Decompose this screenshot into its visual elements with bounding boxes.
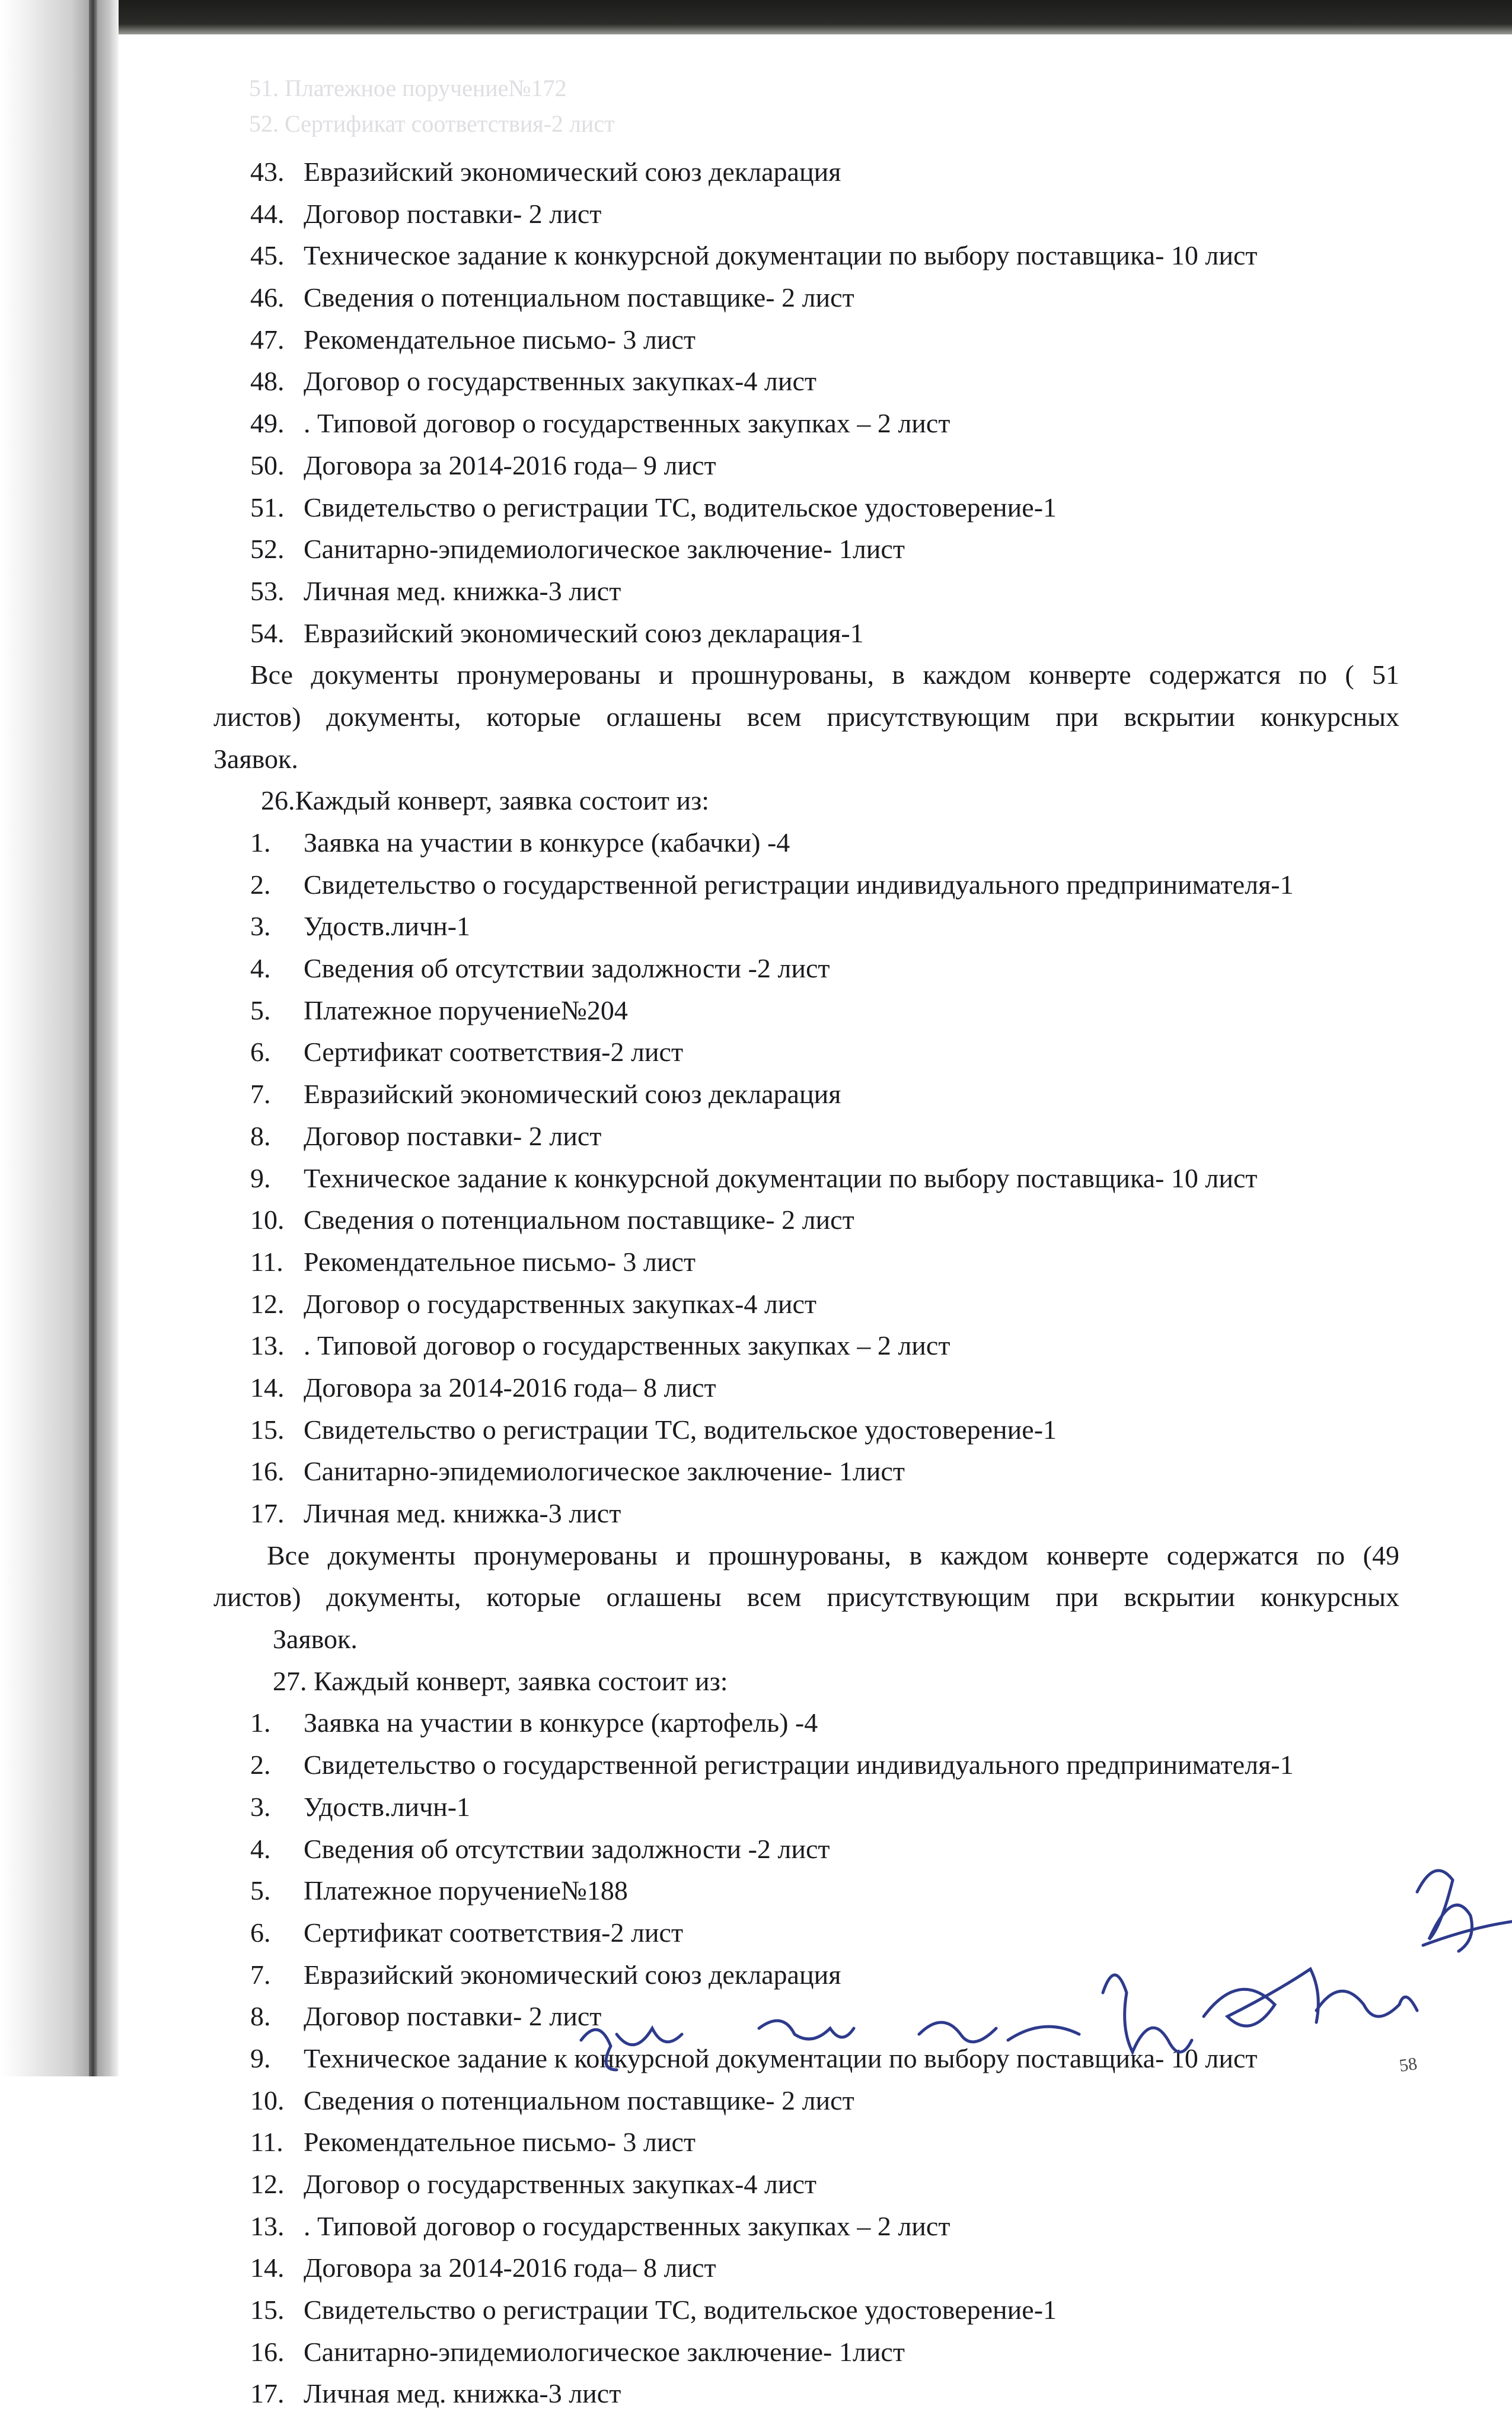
list-item — [213, 1073, 1399, 1116]
list-item-number: 51. — [250, 492, 285, 522]
list-item-number: 4. — [250, 1833, 271, 1864]
list-item-number: 47. — [250, 324, 285, 355]
list-item-text: Свидетельство о регистрации ТС, водительское удостоверение-1 — [304, 492, 1057, 522]
list-item-number: 14. — [250, 1372, 285, 1403]
list-item-number: 46. — [250, 282, 285, 313]
list-item — [213, 2121, 1399, 2164]
list-item-number: 44. — [250, 198, 285, 229]
list-item — [213, 906, 1399, 948]
list-item-number: 7. — [250, 1079, 271, 1110]
list-item-number: 12. — [250, 2169, 285, 2199]
list-item-number: 52. — [250, 534, 285, 565]
list-item — [213, 2038, 1399, 2080]
list-item-number: 43. — [250, 157, 285, 187]
list-item-number: 17. — [250, 2378, 285, 2409]
list-item — [213, 403, 1399, 445]
list-item-text: Сведения о потенциальном поставщике- 2 лист — [304, 2085, 854, 2115]
list-item-number: 16. — [250, 1456, 285, 1487]
list-item — [213, 235, 1399, 277]
list-item — [213, 193, 1399, 235]
list-block-3 — [213, 1702, 1399, 2415]
list-item-number: 2. — [250, 869, 271, 900]
list-item — [213, 2080, 1399, 2122]
list-item — [213, 864, 1399, 906]
list-item — [213, 1409, 1399, 1451]
list-item-text: Удоств.личн-1 — [304, 911, 471, 942]
bleed-through-line: 52. Сертификат соответствия-2 лист — [249, 110, 615, 137]
list-item — [213, 2331, 1399, 2373]
summary-paragraph-1 — [213, 654, 1399, 780]
list-item-text: . Типовой договор о государственных закупках – 2 лист — [304, 1330, 950, 1361]
list-item-number: 4. — [250, 953, 271, 984]
list-item-text: Техническое задание к конкурсной документации по выбору поставщика- 10 лист — [304, 240, 1258, 271]
list-item-text: Платежное поручение№204 — [304, 995, 628, 1025]
list-item-text: Техническое задание к конкурсной документации по выбору поставщика- 10 лист — [304, 1162, 1258, 1193]
list-item — [213, 319, 1399, 361]
list-item — [213, 2164, 1399, 2206]
list-item — [213, 1702, 1399, 1744]
list-item — [213, 1199, 1399, 1241]
list-item-number: 15. — [250, 1414, 285, 1445]
list-item — [213, 361, 1399, 403]
list-item-text: Сертификат соответствия-2 лист — [304, 1037, 684, 1068]
list-item-text: Свидетельство о регистрации ТС, водительское удостоверение-1 — [304, 1414, 1057, 1445]
list-item — [213, 277, 1399, 319]
list-item — [213, 1451, 1399, 1493]
list-item — [213, 1116, 1399, 1158]
list-item-text: Личная мед. книжка-3 лист — [304, 2378, 621, 2409]
binding-edge — [89, 0, 97, 2076]
list-item-text: Рекомендательное письмо- 3 лист — [304, 1246, 696, 1277]
list-item-number: 10. — [250, 2085, 285, 2115]
list-item-number: 3. — [250, 911, 271, 942]
list-item-text: Санитарно-эпидемиологическое заключение- 1лист — [304, 2336, 905, 2367]
list-item — [213, 1158, 1399, 1200]
section-heading-27: 27. Каждый конверт, заявка состоит из: — [273, 1665, 728, 1696]
list-item — [213, 1828, 1399, 1871]
list-item — [213, 487, 1399, 529]
list-item-number: 49. — [250, 408, 285, 439]
list-item-text: Удоств.личн-1 — [304, 1791, 471, 1822]
list-item — [213, 2206, 1399, 2248]
list-item — [213, 571, 1399, 613]
list-item-text: Договора за 2014-2016 года– 9 лист — [304, 450, 716, 480]
list-item — [213, 2289, 1399, 2331]
list-item-number: 14. — [250, 2252, 285, 2283]
list-item-text: Рекомендательное письмо- 3 лист — [304, 2127, 696, 2158]
binding-shadow — [0, 0, 119, 2076]
list-item-text: Договор о государственных закупках-4 лист — [304, 366, 817, 397]
list-item-text: Сведения о потенциальном поставщике- 2 лист — [304, 282, 854, 313]
list-item — [213, 1367, 1399, 1409]
list-item-number: 9. — [250, 2043, 271, 2073]
list-item-text: Свидетельство о государственной регистрации индивидуального предпринимателя-1 — [304, 869, 1294, 900]
summary-paragraph-2 — [213, 1535, 1399, 1661]
list-block-2 — [213, 822, 1399, 1535]
list-item — [213, 990, 1399, 1032]
list-item-text: Рекомендательное письмо- 3 лист — [304, 324, 696, 355]
list-item — [213, 1954, 1399, 1996]
list-item-text: Свидетельство о государственной регистрации индивидуального предпринимателя-1 — [304, 1750, 1294, 1780]
list-item — [213, 1241, 1399, 1283]
list-item-text: Договора за 2014-2016 года– 8 лист — [304, 2252, 716, 2283]
paragraph-line: Заявок. — [273, 1624, 358, 1655]
paragraph-line: Все документы пронумерованы и прошнурованы, в каждом конверте содержатся по ( 51 — [250, 659, 1399, 690]
list-item — [213, 1493, 1399, 1535]
list-item-text: Свидетельство о регистрации ТС, водительское удостоверение-1 — [304, 2295, 1057, 2325]
page-number: 58 — [1398, 2054, 1419, 2076]
list-item — [213, 1912, 1399, 1954]
list-item-text: Сведения о потенциальном поставщике- 2 лист — [304, 1205, 854, 1235]
list-item-text: Сертификат соответствия-2 лист — [304, 1917, 684, 1948]
list-item-text: Сведения об отсутствии задолжности -2 лист — [304, 1833, 830, 1864]
list-item-text: Договор поставки- 2 лист — [304, 1120, 602, 1151]
list-item-text: Евразийский экономический союз декларация-1 — [304, 617, 864, 648]
list-item-number: 6. — [250, 1917, 271, 1948]
list-item-number: 1. — [250, 1707, 271, 1738]
list-item-text: Евразийский экономический союз декларация — [304, 157, 841, 187]
list-item-number: 50. — [250, 450, 285, 480]
list-item-number: 54. — [250, 617, 285, 648]
list-item-text: Платежное поручение№188 — [304, 1875, 628, 1906]
paragraph-line: листов) документы, которые оглашены всем присутствующим при вскрытии конкурсных — [213, 1582, 1399, 1613]
list-item — [213, 613, 1399, 655]
list-item-number: 11. — [250, 2127, 283, 2158]
list-item-text: Договора за 2014-2016 года– 8 лист — [304, 1372, 716, 1403]
paragraph-line: Заявок. — [213, 743, 298, 774]
list-item — [213, 2247, 1399, 2289]
list-item-number: 2. — [250, 1750, 271, 1780]
list-item-text: Санитарно-эпидемиологическое заключение- 1лист — [304, 534, 905, 565]
list-block-1 — [213, 151, 1399, 654]
list-item-number: 11. — [250, 1246, 283, 1277]
list-item-number: 10. — [250, 1205, 285, 1235]
list-item — [213, 1325, 1399, 1367]
list-item-number: 8. — [250, 2001, 271, 2032]
list-item — [213, 528, 1399, 571]
list-item-text: Евразийский экономический союз декларация — [304, 1959, 841, 1990]
list-item-number: 3. — [250, 1791, 271, 1822]
list-item-number: 15. — [250, 2295, 285, 2325]
list-item — [213, 1996, 1399, 2038]
list-item-text: Сведения об отсутствии задолжности -2 лист — [304, 953, 830, 984]
list-item-number: 12. — [250, 1288, 285, 1319]
list-item-text: Заявка на участии в конкурсе (картофель) -4 — [304, 1707, 818, 1738]
scan-top-edge — [0, 0, 1512, 34]
list-item — [213, 445, 1399, 487]
list-item-text: Заявка на участии в конкурсе (кабачки) -4 — [304, 827, 790, 858]
list-item-number: 16. — [250, 2336, 285, 2367]
list-item — [213, 1031, 1399, 1073]
section-heading-26: 26.Каждый конверт, заявка состоит из: — [261, 785, 710, 816]
list-item — [213, 1283, 1399, 1326]
list-item — [213, 1786, 1399, 1828]
list-item-number: 17. — [250, 1498, 285, 1528]
list-item-number: 13. — [250, 2210, 285, 2241]
list-item-number: 5. — [250, 1875, 271, 1906]
list-item — [213, 1870, 1399, 1912]
list-item-text: Техническое задание к конкурсной документации по выбору поставщика- 10 лист — [304, 2043, 1258, 2073]
list-item-text: . Типовой договор о государственных закупках – 2 лист — [304, 408, 950, 439]
list-item-number: 7. — [250, 1959, 271, 1990]
list-item — [213, 948, 1399, 990]
document-body — [213, 151, 1399, 2415]
paragraph-line: листов) документы, которые оглашены всем присутствующим при вскрытии конкурсных — [213, 701, 1399, 732]
list-item-number: 8. — [250, 1120, 271, 1151]
list-item-text: Договор поставки- 2 лист — [304, 198, 602, 229]
list-item-number: 45. — [250, 240, 285, 271]
list-item-number: 1. — [250, 827, 271, 858]
list-item-number: 53. — [250, 575, 285, 606]
list-item-text: Договор о государственных закупках-4 лист — [304, 1288, 817, 1319]
bleed-through-line: 51. Платежное поручение№172 — [249, 75, 567, 101]
list-item — [213, 2373, 1399, 2415]
list-item-text: Личная мед. книжка-3 лист — [304, 1498, 621, 1528]
list-item-text: Личная мед. книжка-3 лист — [304, 575, 621, 606]
list-item-text: . Типовой договор о государственных закупках – 2 лист — [304, 2210, 950, 2241]
list-item-number: 13. — [250, 1330, 285, 1361]
list-item-text: Договор поставки- 2 лист — [304, 2001, 602, 2032]
list-item — [213, 151, 1399, 193]
list-item-number: 48. — [250, 366, 285, 397]
paragraph-line: Все документы пронумерованы и прошнурованы, в каждом конверте содержатся по (49 — [267, 1540, 1399, 1570]
list-item-text: Евразийский экономический союз декларация — [304, 1079, 841, 1110]
list-item — [213, 822, 1399, 864]
list-item-number: 5. — [250, 995, 271, 1025]
list-item-text: Санитарно-эпидемиологическое заключение- 1лист — [304, 1456, 905, 1487]
list-item-number: 9. — [250, 1162, 271, 1193]
list-item-number: 6. — [250, 1037, 271, 1068]
list-item — [213, 1744, 1399, 1786]
list-item-text: Договор о государственных закупках-4 лист — [304, 2169, 817, 2199]
